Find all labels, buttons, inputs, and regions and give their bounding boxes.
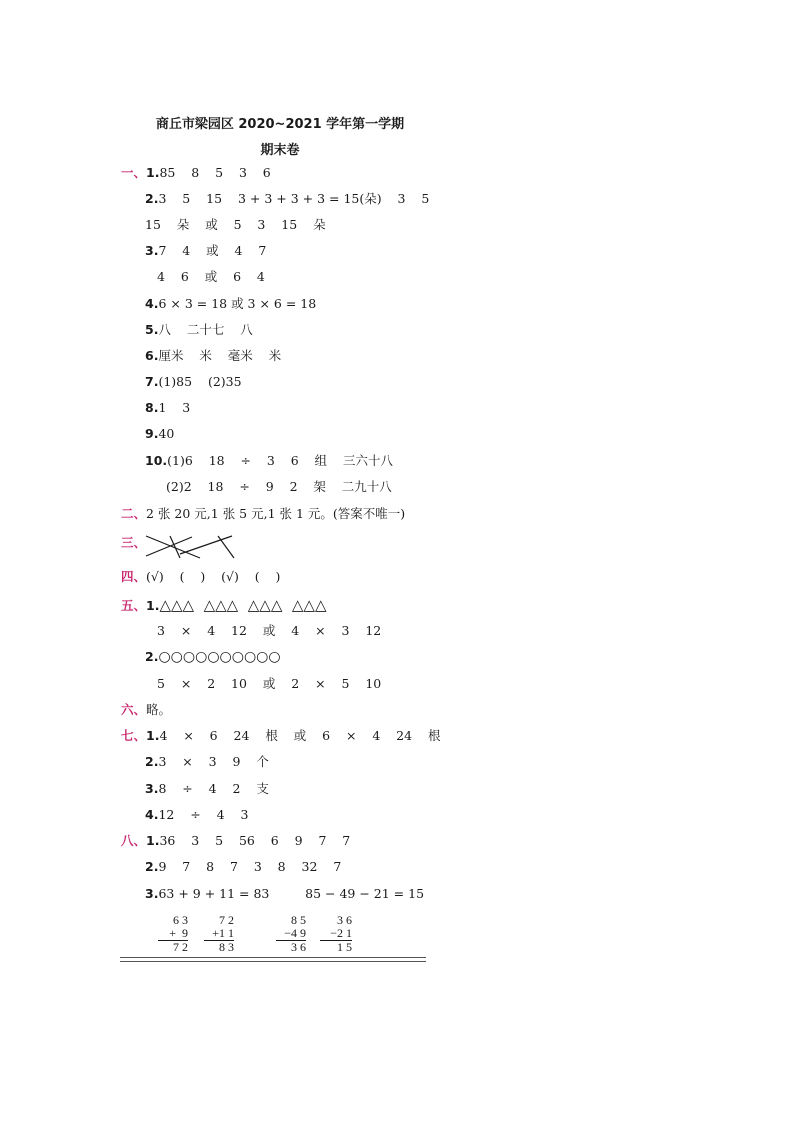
section-1-q7: 7.(1)85 (2)35 bbox=[145, 374, 242, 389]
section-1-q3-cont: 4 6 或 6 4 bbox=[157, 269, 265, 284]
match-line-5 bbox=[218, 536, 234, 558]
match-line-1 bbox=[146, 536, 200, 558]
vertical-calc-1: 6 3 + 9 7 2 bbox=[158, 914, 188, 954]
section-4: 四、(√) ( ) (√) ( ) bbox=[121, 569, 281, 584]
section-1-q1: 一、1.85 8 5 3 6 bbox=[121, 165, 271, 180]
circle-icons: ○○○○○○○○○○ bbox=[158, 649, 281, 665]
triangle-icons: △△△ △△△ △△△ △△△ bbox=[159, 596, 327, 614]
section-1-q10-cont: (2)2 18 ÷ 9 2 架 二九十八 bbox=[166, 479, 392, 494]
matching-lines-drawing bbox=[140, 528, 240, 564]
section-7-label: 七、 bbox=[121, 728, 147, 743]
section-5-q2-eq: 5 × 2 10 或 2 × 5 10 bbox=[157, 676, 382, 691]
section-1-q8: 8.1 3 bbox=[145, 400, 191, 415]
match-line-2 bbox=[146, 537, 192, 556]
section-1-q2-cont: 15 朵 或 5 3 15 朵 bbox=[145, 217, 326, 232]
vertical-calc-4: 3 6 −2 1 1 5 bbox=[320, 914, 352, 954]
section-1-q2: 2.3 5 15 3 + 3 + 3 + 3 = 15(朵) 3 5 bbox=[145, 191, 430, 206]
vertical-calc-2: 7 2 +1 1 8 3 bbox=[204, 914, 234, 954]
section-2: 二、2 张 20 元,1 张 5 元,1 张 1 元。(答案不唯一) bbox=[121, 506, 406, 521]
section-5-q1-eq: 3 × 4 12 或 4 × 3 12 bbox=[157, 623, 382, 638]
section-4-label: 四、 bbox=[121, 569, 147, 584]
section-7-q1: 七、1.4 × 6 24 根 或 6 × 4 24 根 bbox=[121, 728, 441, 743]
section-7-q4: 4.12 ÷ 4 3 bbox=[145, 807, 249, 822]
section-6: 六、略。 bbox=[121, 702, 172, 717]
vertical-calc-3: 8 5 −4 9 3 6 bbox=[276, 914, 306, 954]
section-1-q9: 9.40 bbox=[145, 426, 175, 441]
section-5-label: 五、 bbox=[121, 598, 147, 613]
section-7-q2: 2.3 × 3 9 个 bbox=[145, 754, 269, 769]
page-title: 商丘市梁园区 2020~2021 学年第一学期 bbox=[155, 117, 405, 132]
section-3-label: 三、 bbox=[121, 535, 147, 550]
section-5-q2: 2.○○○○○○○○○○ bbox=[145, 649, 281, 665]
section-8-label: 八、 bbox=[121, 833, 147, 848]
section-6-label: 六、 bbox=[121, 702, 147, 717]
section-1-q10: 10.(1)6 18 ÷ 3 6 组 三六十八 bbox=[145, 453, 393, 468]
section-2-label: 二、 bbox=[121, 506, 147, 521]
section-8-q2: 2.9 7 8 7 3 8 32 7 bbox=[145, 859, 342, 874]
page-subtitle: 期末卷 bbox=[260, 143, 300, 158]
section-1-label: 一、 bbox=[121, 165, 147, 180]
section-1-q3: 3.7 4 或 4 7 bbox=[145, 243, 267, 258]
section-7-q3: 3.8 ÷ 4 2 支 bbox=[145, 781, 269, 796]
section-5-q1: 五、1.△△△ △△△ △△△ △△△ bbox=[121, 596, 327, 614]
section-8-q1: 八、1.36 3 5 56 6 9 7 7 bbox=[121, 833, 351, 848]
section-8-q3: 3.63 + 9 + 11 = 83 85 − 49 − 21 = 15 bbox=[145, 886, 425, 901]
section-1-q6: 6.厘米 米 毫米 米 bbox=[145, 348, 282, 363]
footer-divider bbox=[120, 957, 426, 962]
section-1-q5: 5.八 二十七 八 bbox=[145, 322, 253, 337]
section-1-q4: 4.6 × 3 = 18 或 3 × 6 = 18 bbox=[145, 296, 317, 311]
